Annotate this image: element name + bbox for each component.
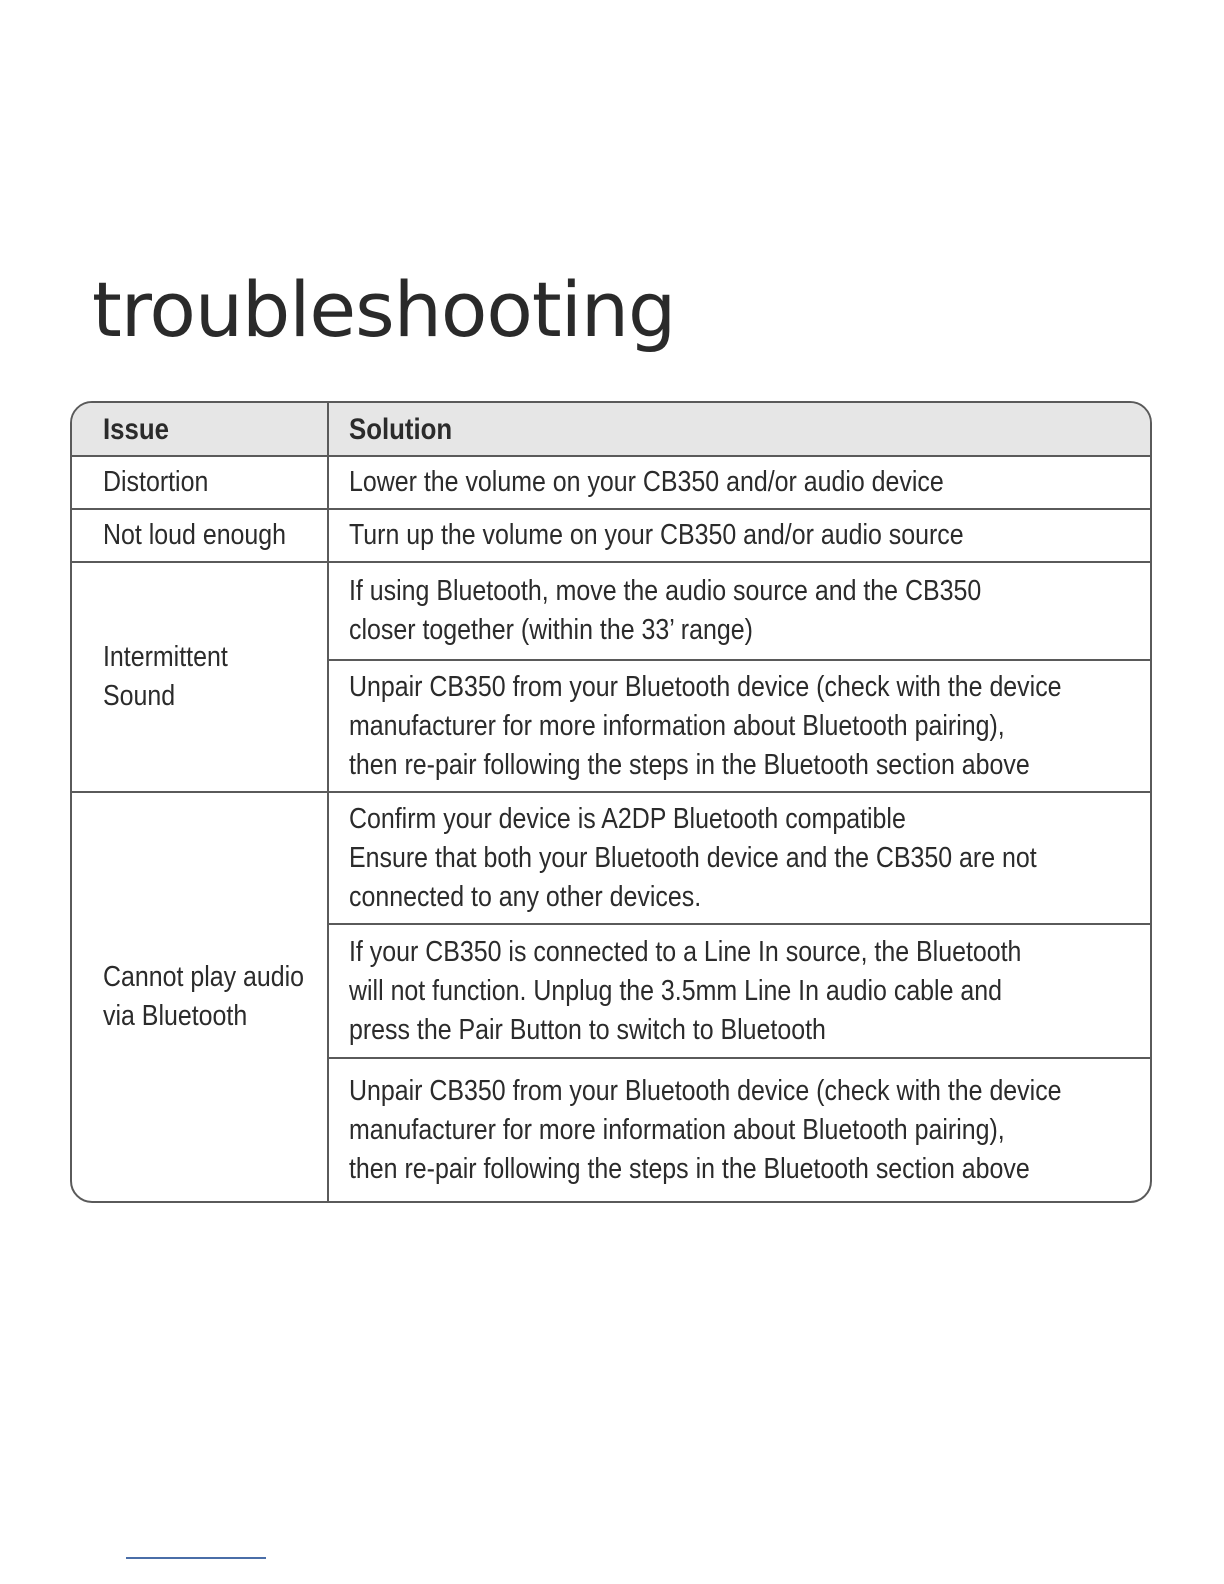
issue-cell-cannot-play: Cannot play audio via Bluetooth	[72, 792, 328, 1201]
table-row	[72, 509, 1150, 562]
page-title: troubleshooting	[92, 265, 676, 354]
solution-column-header: Solution	[328, 403, 1150, 456]
troubleshooting-grid	[72, 403, 1150, 1201]
footer-divider	[126, 1557, 266, 1559]
issue-column-header: Issue	[72, 403, 328, 456]
solution-cell-distortion: Lower the volume on your CB350 and/or audio device	[328, 456, 1150, 509]
table-row	[72, 456, 1150, 509]
table-row	[72, 792, 1150, 924]
table-row	[72, 562, 1150, 660]
issue-cell-intermittent: Intermittent Sound	[72, 562, 328, 792]
issue-cell-distortion: Distortion	[72, 456, 328, 509]
issue-cell-not-loud: Not loud enough	[72, 509, 328, 562]
troubleshooting-table	[70, 401, 1152, 1203]
solution-cell-cannot-play-1: Confirm your device is A2DP Bluetooth compatible Ensure that both your Bluetooth device and the CB350 are not connected to any other devices.	[328, 792, 1150, 924]
solution-cell-intermittent-1: If using Bluetooth, move the audio source and the CB350 closer together (within the 33’ range)	[328, 562, 1150, 660]
table-header-row	[72, 403, 1150, 456]
solution-cell-not-loud: Turn up the volume on your CB350 and/or audio source	[328, 509, 1150, 562]
solution-cell-intermittent-2: Unpair CB350 from your Bluetooth device (check with the device manufacturer for more information about Bluetooth pairing), then re-pair following the steps in the Bluetooth section above	[328, 660, 1150, 792]
solution-cell-cannot-play-2: If your CB350 is connected to a Line In source, the Bluetooth will not function. Unplug the 3.5mm Line In audio cable and press the Pair Button to switch to Bluetooth	[328, 924, 1150, 1058]
solution-cell-cannot-play-3: Unpair CB350 from your Bluetooth device (check with the device manufacturer for more information about Bluetooth pairing), then re-pair following the steps in the Bluetooth section above	[328, 1058, 1150, 1201]
